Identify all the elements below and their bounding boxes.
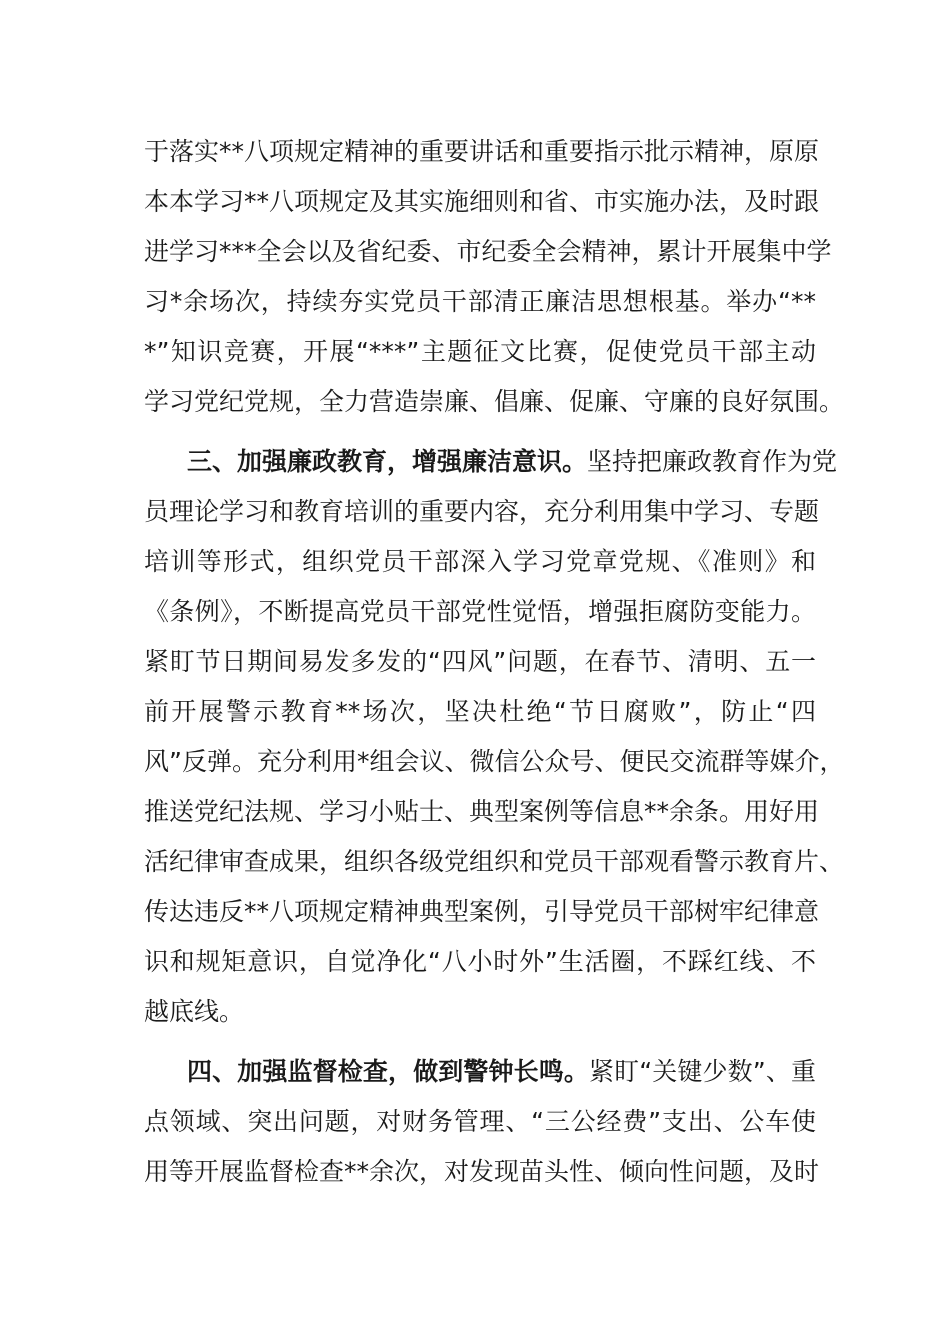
section-heading: 四、加强监督检查，做到警钟长鸣。 [187, 1057, 589, 1086]
text-line: 培训等形式，组织党员干部深入学习党章党规、《准则》和 [144, 547, 816, 576]
text-line: 风”反弹。充分利用*组会议、微信公众号、便民交流群等媒介， [144, 747, 845, 776]
text-line: 习*余场次，持续夯实党员干部清正廉洁思想根基。举办“** [144, 287, 816, 316]
text-line: 紧盯节日期间易发多发的“四风”问题，在春节、清明、五一 [144, 647, 816, 676]
text-line: *”知识竞赛，开展“***”主题征文比赛，促使党员干部主动 [144, 337, 816, 366]
text-line-first [144, 1047, 816, 1097]
text-line-first [144, 437, 838, 487]
text-line: 学习党纪党规，全力营造崇廉、倡廉、促廉、守廉的良好氛围。 [144, 387, 845, 416]
text-line: 员理论学习和教育培训的重要内容，充分利用集中学习、专题 [144, 497, 820, 526]
paragraph-discipline-study [144, 127, 845, 427]
text-line: 活纪律审查成果，组织各级党组织和党员干部观看警示教育片、 [144, 847, 845, 876]
text-line: 识和规矩意识，自觉净化“八小时外”生活圈，不踩红线、不 [144, 947, 816, 976]
text-line: 于落实**八项规定精神的重要讲话和重要指示批示精神，原原 [144, 137, 820, 166]
text-line: 用等开展监督检查**余次，对发现苗头性、倾向性问题，及时 [144, 1157, 820, 1186]
text-line: 进学习***全会以及省纪委、市纪委全会精神，累计开展集中学 [144, 237, 832, 266]
heading-continuation: 紧盯“关键少数”、重 [588, 1057, 816, 1086]
text-line: 《条例》，不断提高党员干部党性觉悟，增强拒腐防变能力。 [144, 597, 816, 626]
text-line: 本本学习**八项规定及其实施细则和省、市实施办法，及时跟 [144, 187, 820, 216]
text-line: 越底线。 [144, 997, 245, 1026]
section-heading: 三、加强廉政教育，增强廉洁意识。 [187, 447, 588, 476]
text-line: 推送党纪法规、学习小贴士、典型案例等信息**余条。用好用 [144, 797, 820, 826]
text-line: 点领域、突出问题，对财务管理、“三公经费”支出、公车使 [144, 1107, 816, 1136]
paragraph-supervision-inspection [144, 1047, 820, 1197]
paragraph-integrity-education [144, 437, 845, 1037]
heading-continuation: 坚持把廉政教育作为党 [587, 447, 838, 476]
text-line: 前开展警示教育**场次，坚决杜绝“节日腐败”，防止“四 [144, 697, 816, 726]
text-line: 传达违反**八项规定精神典型案例，引导党员干部树牢纪律意 [144, 897, 820, 926]
